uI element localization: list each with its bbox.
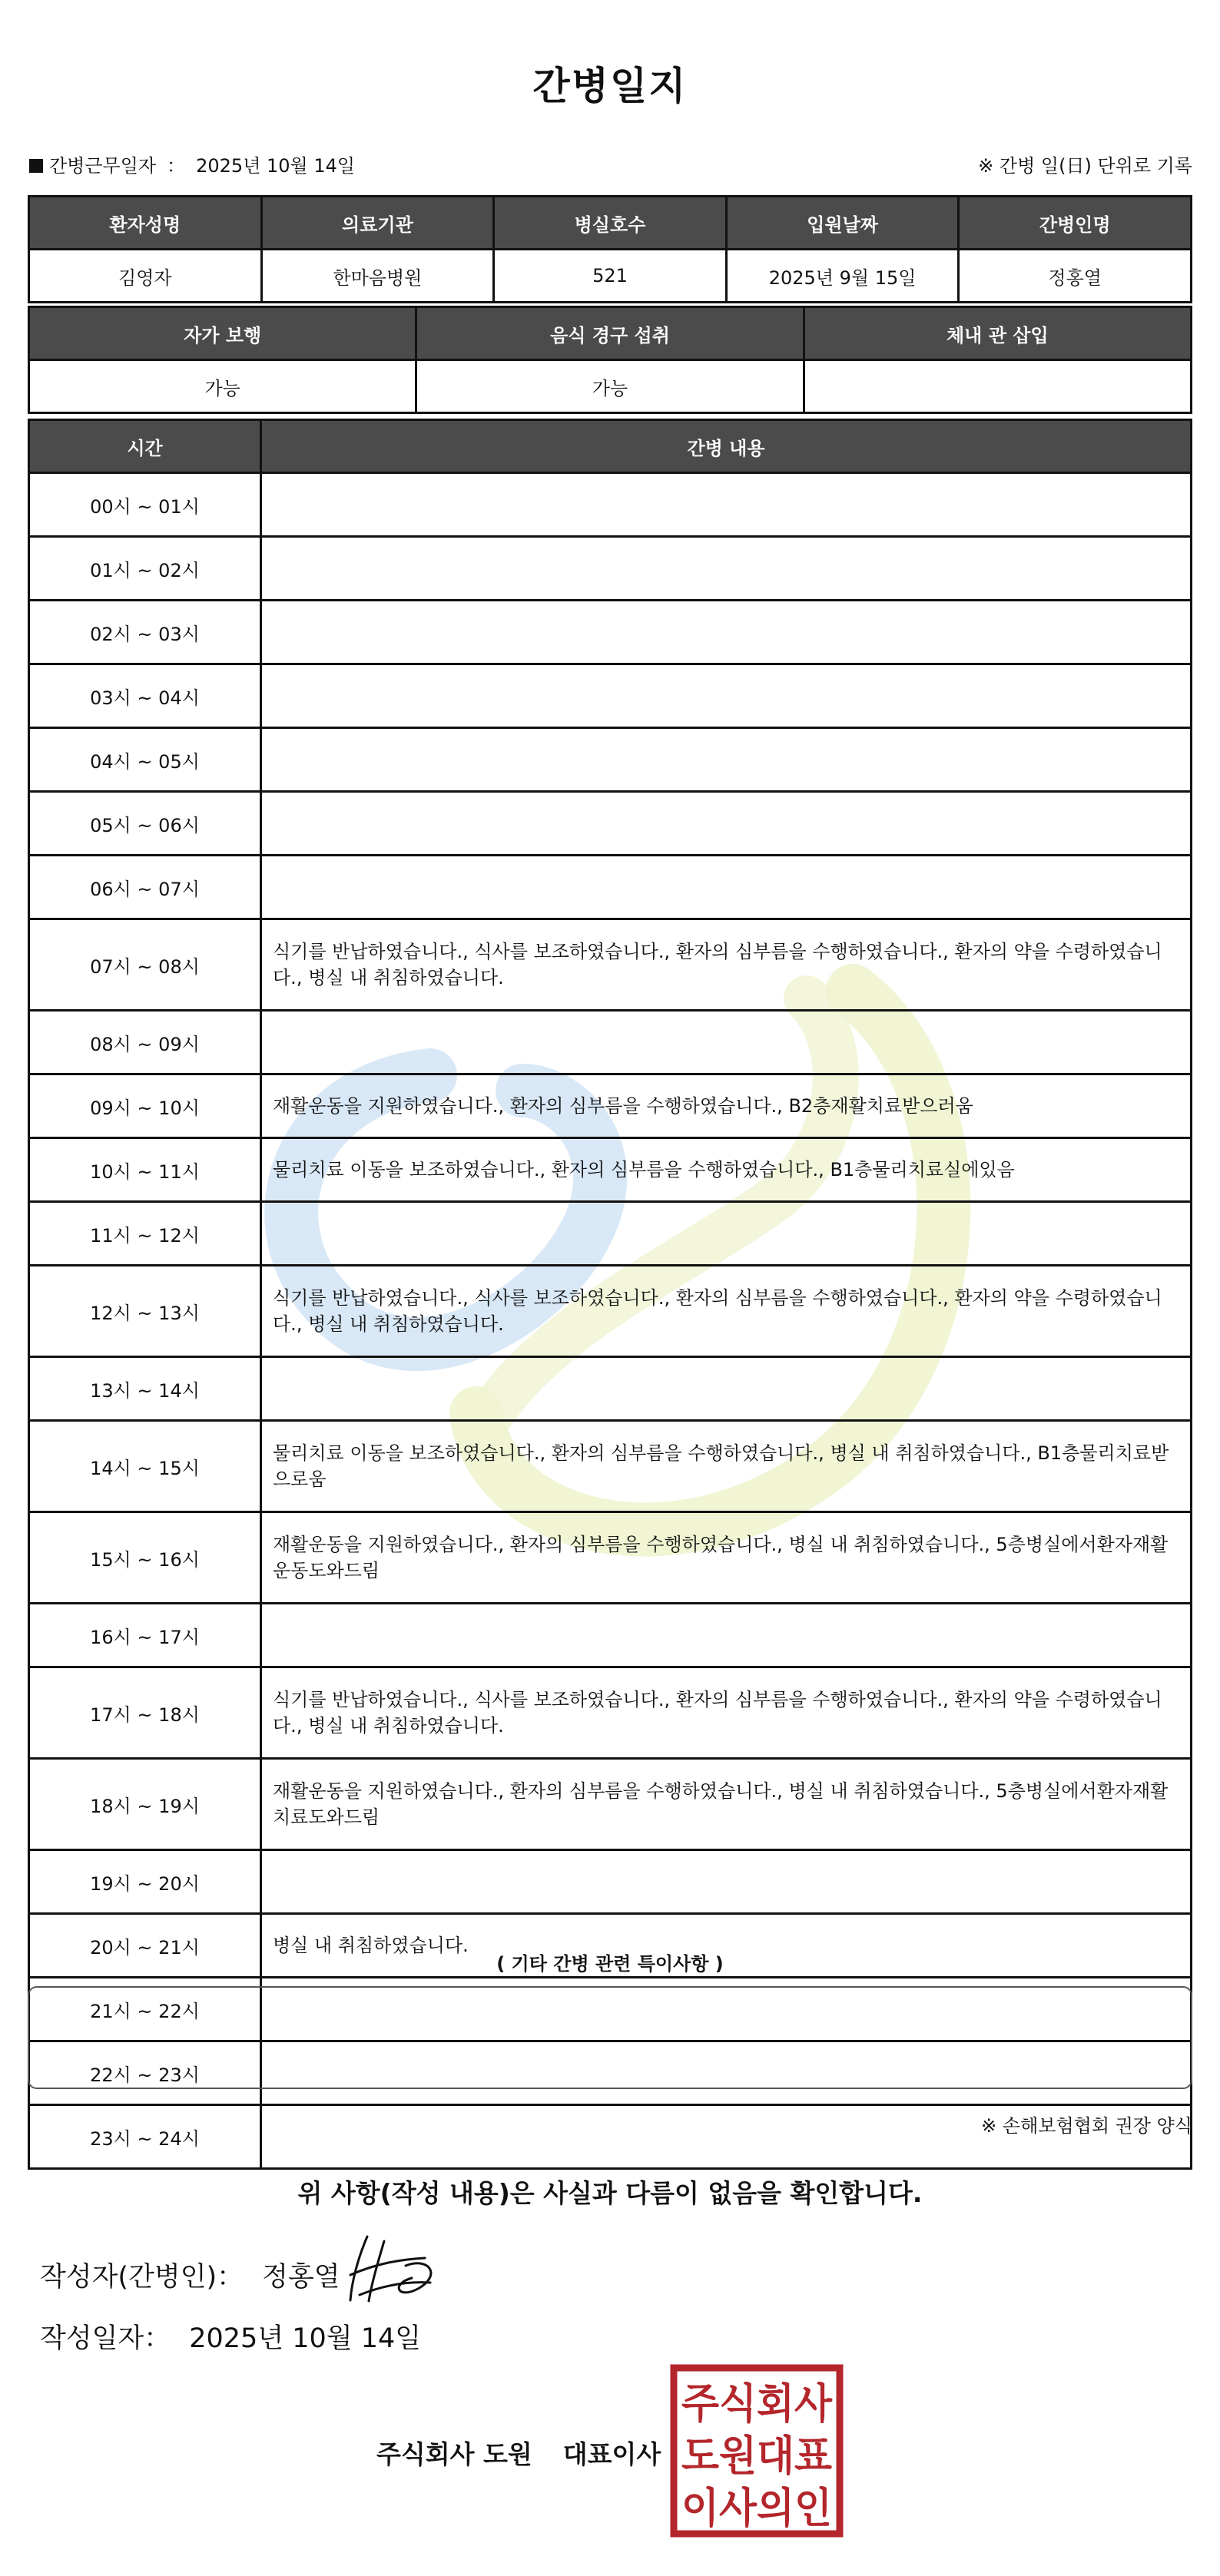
time-cell: 22시 ~ 23시 [29,2041,261,2105]
care-note-cell [261,1011,1192,1074]
time-cell: 08시 ~ 09시 [29,1011,261,1074]
header-hospital: 의료기관 [261,197,494,250]
care-note-cell [261,664,1192,728]
table-row [29,728,1192,792]
time-cell: 01시 ~ 02시 [29,537,261,601]
header-care-content: 간병 내용 [261,420,1192,473]
care-note-cell: 물리치료 이동을 보조하였습니다., 환자의 심부름을 수행하였습니다., B1층물리치료실에있음 [261,1138,1192,1202]
time-cell: 02시 ~ 03시 [29,601,261,664]
table-row [29,473,1192,537]
header-oral-intake: 음식 경구 섭취 [416,307,804,360]
time-cell: 21시 ~ 22시 [29,1978,261,2041]
time-cell: 17시 ~ 18시 [29,1667,261,1759]
time-cell: 15시 ~ 16시 [29,1512,261,1604]
time-cell: 04시 ~ 05시 [29,728,261,792]
table-row [29,1011,1192,1074]
time-cell: 16시 ~ 17시 [29,1604,261,1667]
table-row [29,1512,1192,1604]
care-note-cell: 재활운동을 지원하였습니다., 환자의 심부름을 수행하였습니다., B2층재활치료받으러움 [261,1074,1192,1138]
time-cell: 06시 ~ 07시 [29,856,261,919]
form-source-note: ※ 손해보험협회 권장 양식 [981,2115,1192,2137]
table-row [29,1266,1192,1357]
patient-info-value-row [29,250,1192,303]
table-row [29,1604,1192,1667]
table-row [29,1759,1192,1850]
header-admission-date: 입원날짜 [726,197,959,250]
svg-text:도원대표: 도원대표 [681,2432,832,2480]
self-walking-value: 가능 [29,360,416,413]
work-date-colon: ： [167,155,186,177]
company-name: 주식회사 도원 [376,2439,532,2469]
table-row [29,792,1192,856]
ability-header-row [29,307,1192,360]
patient-info-header-row [29,197,1192,250]
svg-text:이사의인: 이사의인 [681,2484,832,2532]
time-cell: 19시 ~ 20시 [29,1850,261,1914]
table-row [29,664,1192,728]
time-cell: 07시 ~ 08시 [29,919,261,1011]
table-row [29,1074,1192,1138]
table-row [29,537,1192,601]
room-number: 521 [494,250,727,303]
table-row [29,1138,1192,1202]
other-notes-title: ( 기타 간병 관련 특이사항 ) [496,1953,724,1975]
care-note-cell: 식기를 반납하였습니다., 식사를 보조하였습니다., 환자의 심부름을 수행하였습니다., 환자의 약을 수령하였습니다., 병실 내 취침하였습니다. [261,1667,1192,1759]
table-row [29,856,1192,919]
square-bullet-icon [29,159,43,173]
written-date-label: 작성일자： [40,2323,171,2354]
table-row [29,601,1192,664]
time-cell: 05시 ~ 06시 [29,792,261,856]
patient-name: 김영자 [29,250,262,303]
writer-label: 작성자(간병인)： [40,2262,244,2293]
care-note-cell: 병실 내 취침하였습니다. [261,1914,1192,1978]
writer-row [40,2256,340,2294]
patient-info-table [28,195,1192,303]
header-room-number: 병실호수 [494,197,727,250]
writer-name: 정홍열 [262,2262,340,2293]
header-time: 시간 [29,420,261,473]
confirmation-statement: 위 사항(작성 내용)은 사실과 다름이 없음을 확인합니다. [297,2178,923,2208]
page-title: 간병일지 [532,64,688,108]
care-note-cell [261,1604,1192,1667]
time-cell: 20시 ~ 21시 [29,1914,261,1978]
time-cell: 03시 ~ 04시 [29,664,261,728]
care-note-cell: 재활운동을 지원하였습니다., 환자의 심부름을 수행하였습니다., 병실 내 취침하였습니다., 5층병실에서환자재활치료도와드림 [261,1759,1192,1850]
care-note-cell: 물리치료 이동을 보조하였습니다., 환자의 심부름을 수행하였습니다., 병실 내 취침하였습니다., B1층물리치료받으로움 [261,1421,1192,1512]
tube-insertion-value [804,360,1191,413]
table-row [29,1850,1192,1914]
other-notes-box [28,1986,1192,2089]
admission-date: 2025년 9월 15일 [726,250,959,303]
care-note-cell [261,601,1192,664]
care-note-cell: 재활운동을 지원하였습니다., 환자의 심부름을 수행하였습니다., 병실 내 취침하였습니다., 5층병실에서환자재활운동도와드림 [261,1512,1192,1604]
hospital-name: 한마음병원 [261,250,494,303]
table-row [29,1421,1192,1512]
table-row [29,919,1192,1011]
header-tube-insertion: 체내 관 삽입 [804,307,1191,360]
time-cell: 23시 ~ 24시 [29,2105,261,2169]
care-log-table [28,419,1192,2170]
representative-title: 대표이사 [562,2439,661,2469]
care-note-cell [261,1202,1192,1266]
care-note-cell [261,1357,1192,1421]
work-date-value: 2025년 10월 14일 [196,155,356,177]
header-self-walking: 자가 보행 [29,307,416,360]
written-date-value: 2025년 10월 14일 [189,2323,422,2354]
time-cell: 00시 ~ 01시 [29,473,261,537]
care-note-cell [261,792,1192,856]
time-cell: 11시 ~ 12시 [29,1202,261,1266]
time-cell: 13시 ~ 14시 [29,1357,261,1421]
time-cell: 18시 ~ 19시 [29,1759,261,1850]
care-note-cell [261,537,1192,601]
written-date-row [40,2317,421,2356]
table-row [29,1667,1192,1759]
header-patient-name: 환자성명 [29,197,262,250]
time-cell: 09시 ~ 10시 [29,1074,261,1138]
caregiver-name: 정홍열 [959,250,1192,303]
handwritten-signature [344,2227,453,2312]
time-cell: 14시 ~ 15시 [29,1421,261,1512]
work-date-label: 간병근무일자 [49,155,157,177]
company-signoff [376,2435,661,2471]
work-date [29,151,355,177]
patient-ability-table [28,306,1192,414]
care-note-cell [261,728,1192,792]
oral-intake-value: 가능 [416,360,804,413]
ability-value-row [29,360,1192,413]
care-note-cell [261,856,1192,919]
table-row [29,1357,1192,1421]
care-log-header-row [29,420,1192,473]
care-note-cell [261,1850,1192,1914]
company-seal-stamp [670,2364,844,2538]
svg-text:주식회사: 주식회사 [681,2379,833,2428]
care-note-cell [261,473,1192,537]
time-cell: 10시 ~ 11시 [29,1138,261,1202]
table-row [29,1202,1192,1266]
care-note-cell: 식기를 반납하였습니다., 식사를 보조하였습니다., 환자의 심부름을 수행하였습니다., 환자의 약을 수령하였습니다., 병실 내 취침하였습니다. [261,1266,1192,1357]
unit-note: ※ 간병 일(日) 단위로 기록 [978,155,1192,177]
time-cell: 12시 ~ 13시 [29,1266,261,1357]
header-caregiver-name: 간병인명 [959,197,1192,250]
care-note-cell: 식기를 반납하였습니다., 식사를 보조하였습니다., 환자의 심부름을 수행하였습니다., 환자의 약을 수령하였습니다., 병실 내 취침하였습니다. [261,919,1192,1011]
